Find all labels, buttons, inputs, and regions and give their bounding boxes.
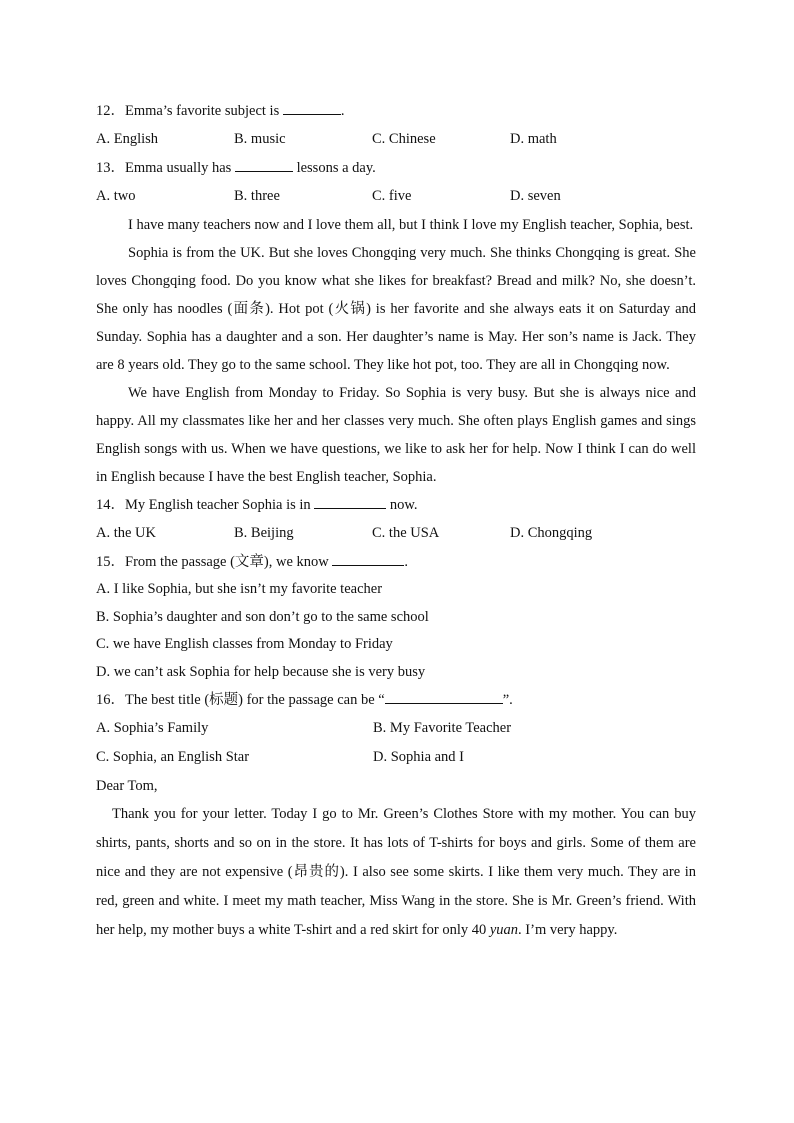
option-c: C. Sophia, an English Star [96, 749, 250, 765]
question-number: 13 [96, 160, 111, 176]
question-14-options [96, 519, 696, 548]
answer-blank [332, 551, 404, 566]
option-c: C. the USA [372, 525, 440, 541]
question-stem: Emma’s favorite subject is [125, 103, 283, 119]
answer-blank [314, 494, 386, 509]
question-16: 16．The best title (标题) for the passage can be “ ”. [96, 686, 696, 714]
letter-greeting: Dear Tom, [96, 778, 158, 794]
option-b: B. Beijing [234, 525, 294, 541]
letter-body: Thank you for your letter. Today I go to Mr. Green’s Clothes Store with my mother. You can buy shirts, pants, shorts and so on in the store. It has lots of T-shirts for boys and girls. Some of them are nice and they are not expensive (昂贵的). I also see some skirts. I like them very much. They are in red, green and white. I meet my math teacher, Miss Wang in the store. She is Mr. Green’s friend. With her help, my mother buys a white T-shirt and a red skirt for only 40 yuan. I’m very happy. [96, 806, 696, 938]
question-15: 15．From the passage (文章), we know . [96, 548, 696, 576]
option-a: A. English [96, 131, 159, 147]
option-a: A. two [96, 188, 136, 204]
option-c: C. Chinese [372, 131, 436, 147]
question-stem: My English teacher Sophia is in [125, 497, 315, 513]
option-a: A. the UK [96, 525, 157, 541]
answer-blank [235, 157, 293, 172]
currency-word: yuan [489, 922, 519, 938]
question-stem: Emma usually has [125, 160, 235, 176]
question-number: 16 [96, 692, 111, 708]
passage-paragraph-2: Sophia is from the UK. But she loves Chongqing very much. She thinks Chongqing is great. She loves Chongqing food. Do you know what she likes for breakfast? Bread and milk? No, she doesn’t. She only has noodles (面条). Hot pot (火锅) is her favorite and she always eats it on Saturday and Sunday. Sophia has a daughter and a son. Her daughter’s name is May. Her son’s name is Jack. They are 8 years old. They go to the same school. They like hot pot, too. They are all in Chongqing now. [96, 245, 696, 373]
option-c: C. we have English classes from Monday to Friday [96, 636, 393, 652]
option-b: B. Sophia’s daughter and son don’t go to the same school [96, 608, 429, 625]
answer-blank [283, 100, 341, 115]
question-12-options [96, 125, 696, 154]
option-d: D. we can’t ask Sophia for help because she is very busy [96, 663, 426, 680]
question-12: 12．Emma’s favorite subject is . [96, 97, 696, 125]
question-number: 14 [96, 497, 111, 513]
question-stem: The best title (标题) for the passage can be “ [125, 692, 385, 708]
option-b: B. My Favorite Teacher [373, 720, 512, 736]
option-d: D. math [510, 131, 557, 147]
question-16-options-row-2 [96, 743, 696, 772]
question-16-options-row-1 [96, 714, 696, 743]
question-13: 13．Emma usually has lessons a day. [96, 154, 696, 182]
option-b: B. music [234, 131, 286, 147]
question-stem: From the passage (文章), we know [125, 554, 333, 570]
question-number: 12 [96, 103, 111, 119]
question-14: 14．My English teacher Sophia is in now. [96, 491, 696, 519]
option-b: B. three [234, 188, 280, 204]
question-13-options [96, 182, 696, 211]
passage-paragraph-3: We have English from Monday to Friday. So Sophia is very busy. But she is always nice and happy. All my classmates like her and her classes very much. She often plays English games and sings English songs with us. When we have questions, we like to ask her for help. Now I think I can do well in English because I have the best English teacher, Sophia. [96, 385, 696, 485]
answer-blank [385, 689, 503, 704]
worksheet-page [96, 97, 696, 945]
option-a: A. I like Sophia, but she isn’t my favorite teacher [96, 581, 383, 597]
option-d: D. Chongqing [510, 525, 593, 541]
option-d: D. Sophia and I [373, 749, 465, 765]
option-c: C. five [372, 188, 412, 204]
option-a: A. Sophia’s Family [96, 720, 209, 736]
question-number: 15 [96, 554, 111, 570]
passage-paragraph-1: I have many teachers now and I love them all, but I think I love my English teacher, Sophia, best. [128, 217, 694, 233]
option-d: D. seven [510, 188, 561, 204]
